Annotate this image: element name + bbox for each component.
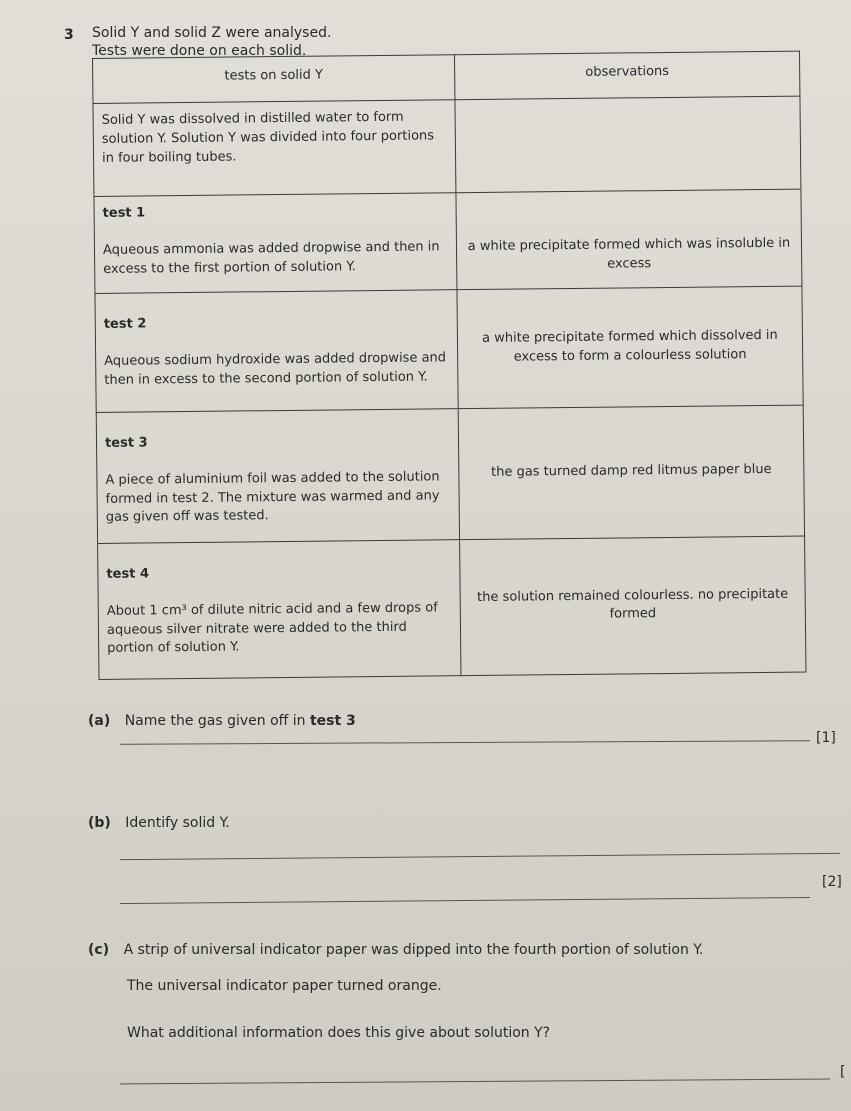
test-label: test 1 — [102, 205, 146, 221]
observation-cell — [458, 405, 804, 540]
header-tests: tests on solid Y — [93, 55, 455, 104]
test-label: test 4 — [106, 566, 150, 582]
question-intro-line-1: Solid Y and solid Z were analysed. — [92, 25, 332, 41]
results-table — [92, 51, 806, 680]
part-c-line-3: What additional information does this give about solution Y? — [127, 1025, 551, 1041]
observation-cell — [460, 536, 806, 676]
question-intro-line-2: Tests were done on each solid. — [92, 43, 307, 59]
part-c-mark: [ — [840, 1064, 846, 1080]
observation-cell — [457, 286, 803, 409]
test-description: A piece of aluminium foil was added to the solution formed in test 2. The mixture was warmed and any gas given off was tested. — [105, 469, 440, 526]
part-c-line-1: A strip of universal indicator paper was dipped into the fourth portion of solution Y. — [123, 942, 704, 958]
part-c-line-2: The universal indicator paper turned orange. — [127, 978, 442, 994]
part-b-label: (b) — [88, 815, 111, 831]
test-label: test 3 — [104, 435, 148, 451]
part-a-question — [88, 713, 356, 729]
test-label: test 2 — [103, 316, 147, 332]
test-description: Aqueous sodium hydroxide was added dropwise and then in excess to the second portion of solution Y. — [104, 350, 447, 388]
test-description: Aqueous ammonia was added dropwise and then in excess to the first portion of solution Y. — [102, 239, 440, 277]
question-number: 3 — [64, 27, 74, 43]
test-description: About 1 cm³ of dilute nitric acid and a few drops of aqueous silver nitrate were added to the third portion of solution Y. — [106, 600, 438, 657]
part-b-answer-line-2[interactable] — [120, 897, 810, 904]
observation-text: the solution remained colourless. no precipitate formed — [477, 586, 789, 623]
test-cell — [94, 193, 457, 294]
observation-cell — [456, 189, 802, 289]
table-row — [94, 189, 802, 293]
test-cell — [95, 290, 458, 413]
table-row — [96, 405, 804, 543]
part-a-label: (a) — [88, 713, 111, 729]
observation-text: a white precipitate formed which was insoluble in excess — [467, 235, 791, 272]
test-cell — [93, 100, 456, 197]
part-b-text: Identify solid Y. — [125, 815, 230, 831]
observation-text: the gas turned damp red litmus paper blue — [491, 462, 772, 481]
part-b-question — [88, 815, 230, 831]
part-c-answer-line[interactable] — [120, 1079, 830, 1085]
part-a-answer-line[interactable] — [120, 740, 810, 745]
table-row — [93, 96, 801, 196]
observation-text: a white precipitate formed which dissolved in excess to form a colourless solution — [482, 327, 778, 365]
part-a-mark: [1] — [816, 730, 836, 746]
part-c-label: (c) — [88, 942, 110, 958]
observation-cell — [455, 96, 801, 192]
observation-text — [464, 105, 792, 108]
test-cell — [96, 408, 459, 543]
test-description: Solid Y was dissolved in distilled water to form solution Y. Solution Y was divided into four portions in four boiling tubes. — [101, 110, 435, 166]
table-row — [98, 536, 806, 680]
table-header-row — [93, 51, 800, 104]
part-a-bold-ref: test 3 — [309, 713, 356, 729]
header-observations: observations — [454, 51, 799, 100]
part-a-text: Name the gas given off in — [124, 713, 306, 729]
test-cell — [98, 540, 461, 680]
part-b-mark: [2] — [822, 874, 842, 890]
table-row — [95, 286, 803, 412]
part-c-question — [88, 942, 703, 958]
part-b-answer-line-1[interactable] — [120, 853, 840, 860]
